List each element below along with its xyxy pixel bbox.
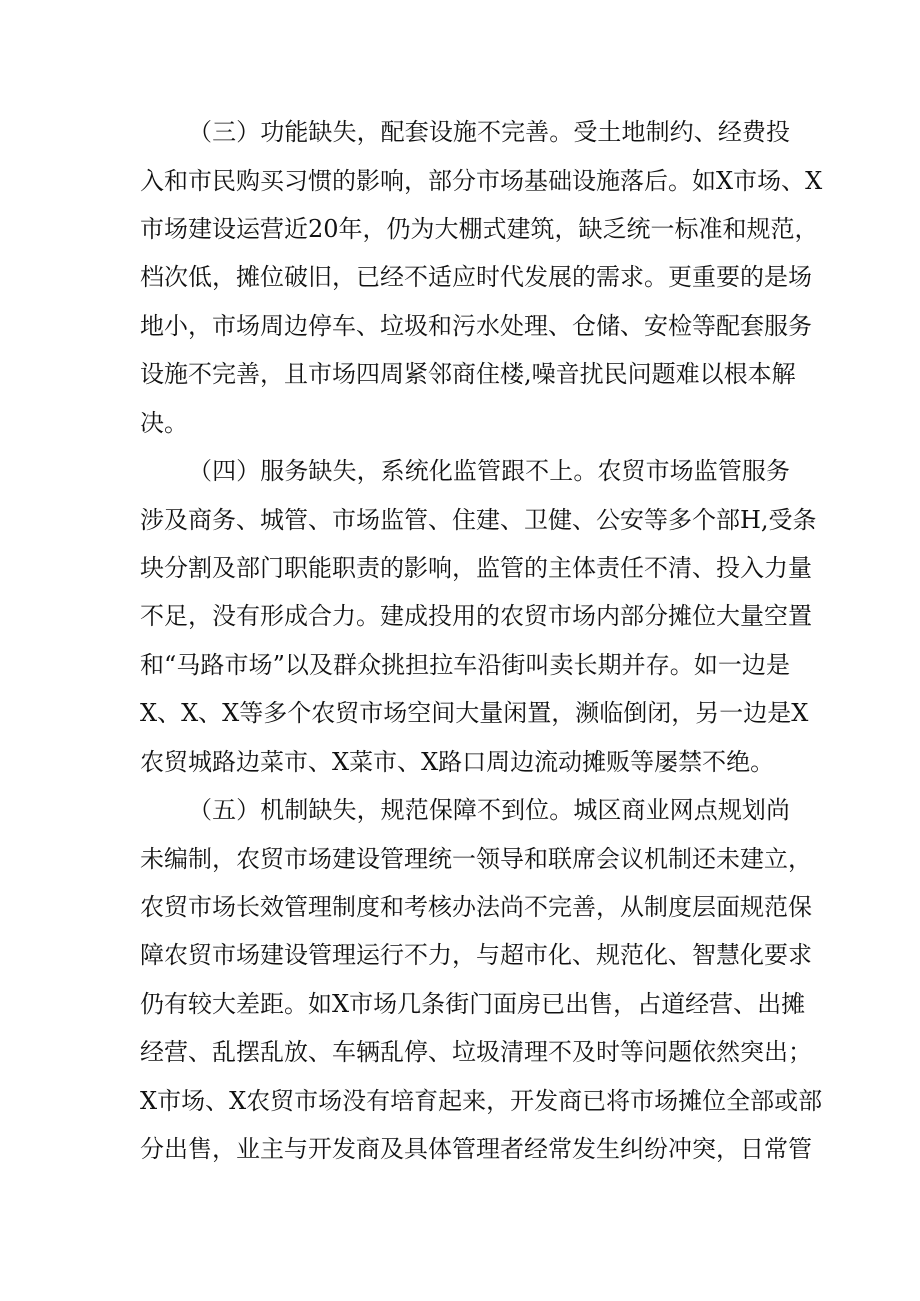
text-line: 障农贸市场建设管理运行不力，与超市化、规范化、智慧化要求 [140, 941, 812, 969]
text-line: 农贸城路边菜市、X菜市、X路口周边流动摊贩等屡禁不绝。 [140, 748, 775, 776]
text-line: （四）服务缺失，系统化监管跟不上。农贸市场监管服务 [188, 457, 790, 485]
text-line: 农贸市场长效管理制度和考核办法尚不完善，从制度层面规范保 [140, 893, 812, 921]
text-line: 入和市民购买习惯的影响，部分市场基础设施落后。如X市场、X [140, 167, 823, 195]
text-line: （三）功能缺失，配套设施不完善。受土地制约、经费投 [188, 118, 790, 146]
text-line: 经营、乱摆乱放、车辆乱停、垃圾清理不及时等问题依然突出； [140, 1038, 812, 1066]
text-line: 未编制，农贸市场建设管理统一领导和联席会议机制还未建立， [140, 845, 812, 873]
text-line: X、X、X等多个农贸市场空间大量闲置，濒临倒闭，另一边是X [140, 699, 809, 727]
text-line: 决。 [140, 409, 188, 437]
text-line: （五）机制缺失，规范保障不到位。城区商业网点规划尚 [188, 796, 790, 824]
text-line: 地小，市场周边停车、垃圾和污水处理、仓储、安检等配套服务 [140, 312, 812, 340]
text-line: 分出售，业主与开发商及具体管理者经常发生纠纷冲突，日常管 [140, 1135, 812, 1163]
text-line: 市场建设运营近20年，仍为大棚式建筑，缺乏统一标准和规范， [140, 215, 819, 243]
text-line: X市场、X农贸市场没有培育起来，开发商已将市场摊位全部或部 [140, 1087, 823, 1115]
text-line: 设施不完善，且市场四周紧邻商住楼,噪音扰民问题难以根本解 [140, 360, 796, 388]
text-line: 不足，没有形成合力。建成投用的农贸市场内部分摊位大量空置 [140, 602, 812, 630]
text-line: 块分割及部门职能职责的影响，监管的主体责任不清、投入力量 [140, 554, 812, 582]
text-line: 档次低，摊位破旧，已经不适应时代发展的需求。更重要的是场 [140, 263, 812, 291]
text-line: 仍有较大差距。如X市场几条街门面房已出售，占道经营、出摊 [140, 990, 806, 1018]
text-line: 和“马路市场”以及群众挑担拉车沿街叫卖长期并存。如一边是 [140, 651, 790, 679]
text-line: 涉及商务、城管、市场监管、住建、卫健、公安等多个部H,受条 [140, 506, 817, 534]
